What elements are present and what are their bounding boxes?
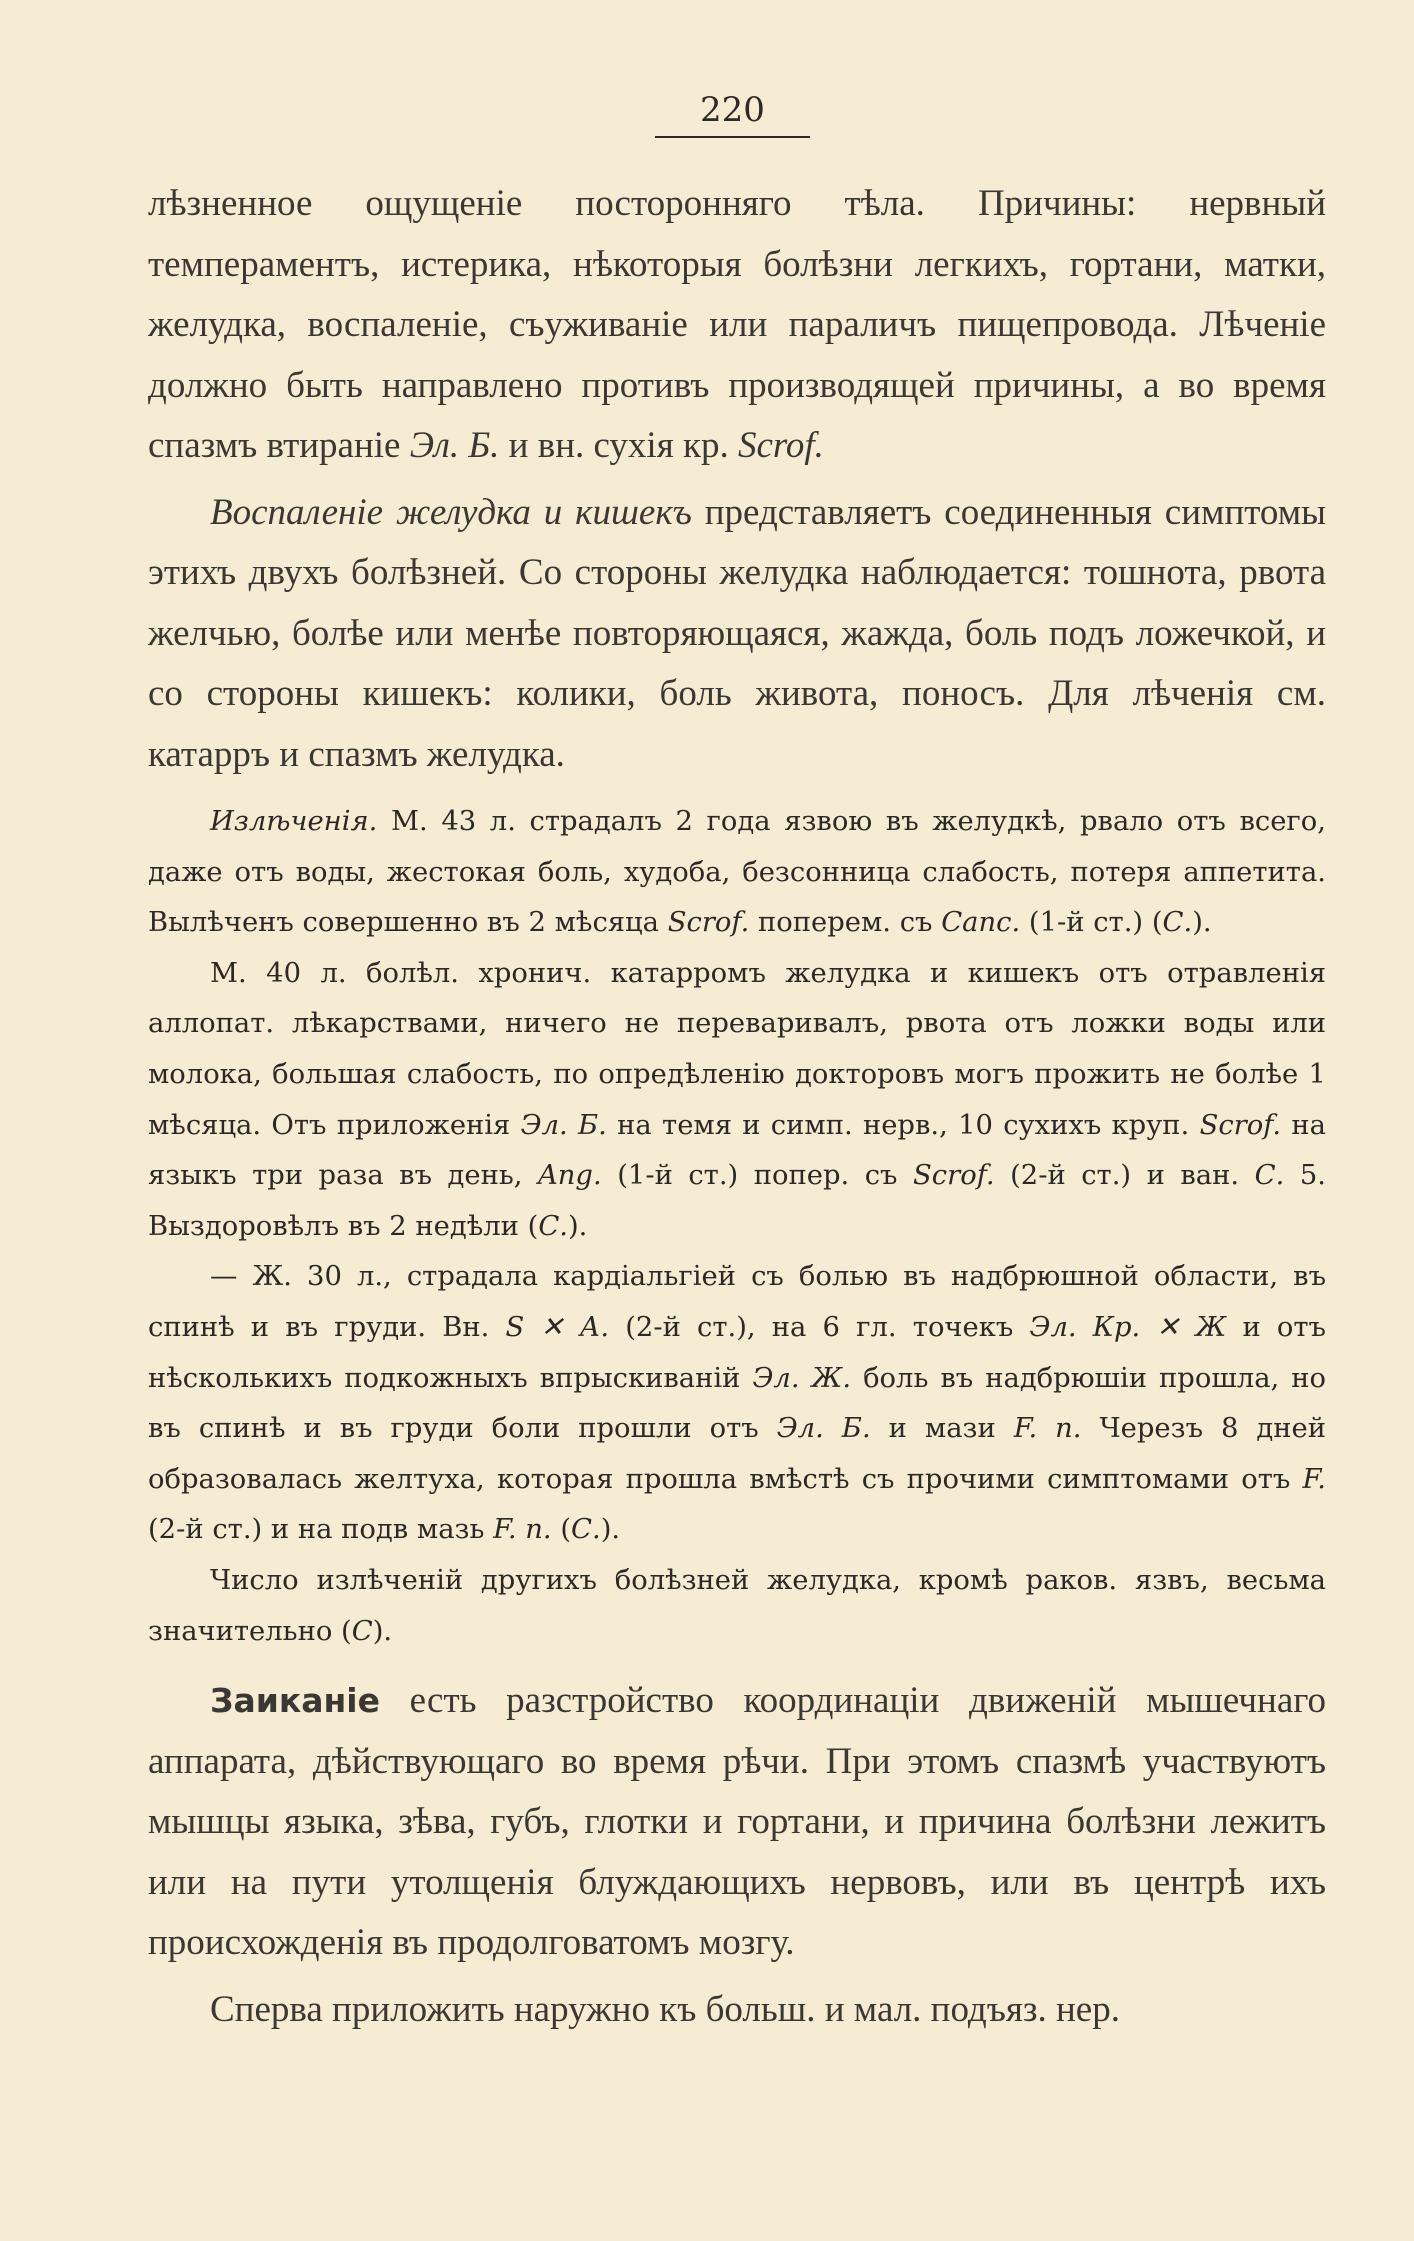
text: Число излѣченій другихъ болѣзней желудка, кромѣ раков. язвъ, весьма значительно ( <box>148 1564 1326 1647</box>
text: (1-й ст.) попер. съ <box>617 1160 898 1192</box>
remedy-el-b: Эл. Б. <box>520 1109 607 1141</box>
cases-label: Излѣченія. <box>210 806 378 837</box>
remedy-canc: Canc. <box>941 907 1021 939</box>
remedy-f-p: F. п. <box>493 1514 552 1546</box>
text: М. 43 л. страдалъ 2 года язвою въ желудкѣ, рвало отъ всего, даже отъ воды, жестокая боль, худоба, безсонница слабость, потеря аппетита. Вылѣченъ совершенно въ 2 мѣсяца <box>148 806 1326 939</box>
text: ). <box>372 1615 393 1647</box>
remedy-el-b: Эл. Б. <box>409 425 500 466</box>
text: ). <box>567 1210 588 1242</box>
text: — Ж. 30 л., страдала кардіальгіей съ болью въ надбрюшной области, въ спинѣ и въ груди. Вн. <box>148 1261 1326 1343</box>
text: и отъ нѣсколькихъ подкожныхъ впрыскиваній <box>148 1311 1326 1394</box>
remedy-scrof: Scrof. <box>1199 1109 1282 1141</box>
text: М. 40 л. болѣл. хронич. катарромъ желудка и кишекъ отъ отравленія аллопат. лѣкарствами, ничего не переваривалъ, рвота отъ ложки воды или молока, большая слабость, по опредѣленію докторовъ могъ прожить не болѣе 1 мѣсяца. Отъ приложенія <box>148 957 1326 1141</box>
text: (2-й ст.), на 6 гл. точекъ <box>625 1311 1014 1343</box>
text: на языкъ три раза въ день, <box>148 1109 1327 1192</box>
remedy-el-zh: Эл. Ж. <box>752 1362 852 1394</box>
text: на темя и симп. нерв., 10 сухихъ круп. <box>617 1109 1190 1141</box>
text: есть разстройство координаціи движеній мышечнаго аппарата, дѣйствующаго во время рѣчи. При этомъ спазмѣ участвуютъ мышцы языка, зѣва, губъ, глотки и гортани, и причина болѣзни лежитъ или на пути утолщенія блуждающихъ нервовъ, или въ центрѣ ихъ происхожденія въ продолговатомъ мозгу. <box>148 1680 1327 1964</box>
case-report-1 <box>148 797 1326 949</box>
page-number: 220 <box>655 88 810 138</box>
text: и вн. сухія кр. <box>508 425 729 466</box>
source-mark: С <box>351 1615 373 1647</box>
text: представляетъ соединенныя симптомы этихъ двухъ болѣзней. Со стороны желудка наблюдается: тошнота, рвота желчью, болѣе или менѣе повторяющаяся, жажда, боль подъ ложечкой, и со стороны кишекъ: колики, боль живота, поносъ. Для лѣченія см. катарръ и спазмъ желудка. <box>148 491 1326 775</box>
remedy-s-a: S ✕ А. <box>505 1311 610 1343</box>
text: лѣзненное ощущеніе посторонняго тѣла. Причины: нервный темпераментъ, истерика, нѣкоторыя болѣзни легкихъ, гортани, матки, желудка, воспаленіе, съуживаніе или параличъ пищепровода. Лѣченіе должно быть направлено противъ производящей причины, а во время спазмъ втираніе <box>148 183 1326 466</box>
paragraph-gastroenteritis <box>148 483 1326 786</box>
remedy-scrof: Scrof. <box>667 907 750 939</box>
text: поперем. съ <box>758 907 933 939</box>
case-report-4 <box>148 1556 1326 1657</box>
text: и мази <box>888 1413 996 1445</box>
text: (2-й ст.) и на подв мазь <box>148 1514 485 1546</box>
text: ( <box>560 1514 572 1546</box>
source-mark: С. <box>538 1210 568 1242</box>
remedy-c: С. <box>1254 1160 1285 1192</box>
paragraph-esophagus-spasm <box>148 174 1326 477</box>
case-report-2 <box>148 949 1326 1253</box>
paragraph-treatment <box>148 1980 1326 2041</box>
text: (2-й ст.) и ван. <box>1010 1160 1240 1192</box>
remedy-scrof: Scrof. <box>913 1160 995 1192</box>
paragraph-stammering <box>148 1671 1326 1974</box>
text: ). <box>600 1514 621 1546</box>
remedy-el-kr: Эл. Кр. ✕ Ж <box>1029 1311 1227 1343</box>
text: 5. Выздоровѣлъ въ 2 недѣли ( <box>148 1160 1326 1242</box>
remedy-scrof: Scrof. <box>737 425 824 466</box>
section-heading: Воспаленіе желудка и кишекъ <box>210 491 692 533</box>
text: (1-й ст.) ( <box>1028 907 1163 939</box>
case-report-3 <box>148 1252 1326 1556</box>
text: ). <box>1192 907 1212 939</box>
remedy-f: F. <box>1302 1463 1326 1495</box>
source-mark: С. <box>1162 907 1193 939</box>
remedy-el-b: Эл. Б. <box>776 1413 871 1445</box>
remedy-f-p: F. п. <box>1013 1413 1082 1445</box>
text: Черезъ 8 дней образовалась желтуха, которая прошла вмѣстѣ съ прочими симптомами отъ <box>148 1413 1326 1495</box>
remedy-ang: Ang. <box>538 1160 602 1192</box>
body-text <box>148 174 1326 2040</box>
section-heading: Заиканіе <box>210 1681 380 1721</box>
text: боль въ надбрюшіи прошла, но въ спинѣ и въ груди боли прошли отъ <box>148 1362 1326 1445</box>
text: Сперва приложить наружно къ больш. и мал. подъяз. нер. <box>210 1988 1120 2030</box>
source-mark: С. <box>571 1514 601 1546</box>
